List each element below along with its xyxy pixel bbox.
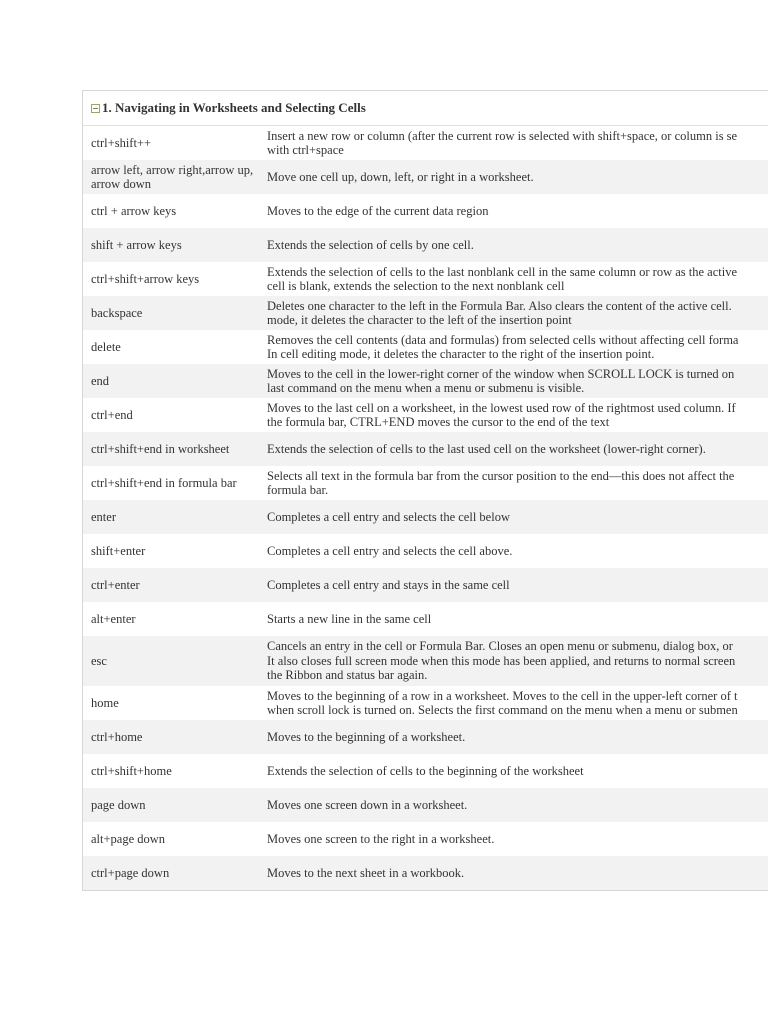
table-row <box>83 432 768 466</box>
shortcut-key: enter <box>91 509 116 524</box>
shortcut-description: Removes the cell contents (data and formulas) from selected cells without affecting cell forma In cell editing mode, it deletes the character to the right of the insertion point. <box>267 332 739 361</box>
shortcut-description: Cancels an entry in the cell or Formula Bar. Closes an open menu or submenu, dialog box, or It also closes full screen mode when this mode has been applied, and returns to normal screen the Ribbon and status bar again. <box>267 639 736 683</box>
shortcut-description: Extends the selection of cells to the last used cell on the worksheet (lower-right corner). <box>267 441 706 456</box>
shortcut-description: Moves to the edge of the current data region <box>267 203 489 218</box>
shortcut-key: shift + arrow keys <box>91 237 182 252</box>
shortcut-key: ctrl+shift+end in formula bar <box>91 475 237 490</box>
table-row <box>83 228 768 262</box>
section-header[interactable] <box>83 91 768 126</box>
shortcut-key: arrow left, arrow right,arrow up, arrow down <box>91 162 254 191</box>
shortcut-key: ctrl+end <box>91 407 133 422</box>
shortcut-key: ctrl+home <box>91 729 143 744</box>
shortcut-key: page down <box>91 797 146 812</box>
shortcut-key: ctrl+shift++ <box>91 135 152 150</box>
shortcut-description: Deletes one character to the left in the Formula Bar. Also clears the content of the active cell. mode, it deletes the character to the left of the insertion point <box>267 298 732 327</box>
table-row <box>83 296 768 330</box>
shortcut-description: Extends the selection of cells to the last nonblank cell in the same column or row as the active cell is blank, extends the selection to the next nonblank cell <box>267 264 738 293</box>
shortcut-description: Moves to the beginning of a row in a worksheet. Moves to the cell in the upper-left corner of t when scroll lock is turned on. Selects the first command on the menu when a menu or submen <box>267 688 738 717</box>
shortcut-key: ctrl + arrow keys <box>91 203 177 218</box>
table-row <box>83 822 768 856</box>
shortcut-description: Selects all text in the formula bar from the cursor position to the end—this does not affect the formula bar. <box>267 468 735 497</box>
table-row <box>83 720 768 754</box>
shortcut-description: Completes a cell entry and selects the cell above. <box>267 543 513 558</box>
shortcut-description: Moves to the next sheet in a workbook. <box>267 865 465 880</box>
table-row <box>83 788 768 822</box>
table-row <box>83 330 768 364</box>
table-row <box>83 466 768 500</box>
shortcut-key: backspace <box>91 305 143 320</box>
shortcut-key: ctrl+shift+end in worksheet <box>91 441 230 456</box>
shortcut-description: Insert a new row or column (after the current row is selected with shift+space, or column is se with ctrl+space <box>267 128 738 157</box>
shortcut-key: home <box>91 695 119 710</box>
table-row <box>83 262 768 296</box>
table-row <box>83 568 768 602</box>
table-row <box>83 534 768 568</box>
table-row <box>83 754 768 788</box>
table-row <box>83 364 768 398</box>
table-row <box>83 500 768 534</box>
table-row <box>83 398 768 432</box>
shortcut-table <box>82 90 768 891</box>
shortcut-key: delete <box>91 339 121 354</box>
section-title: 1. Navigating in Worksheets and Selecting Cells <box>102 100 366 115</box>
shortcut-key: esc <box>91 653 107 668</box>
shortcut-description: Completes a cell entry and selects the cell below <box>267 509 510 524</box>
shortcut-description: Moves to the cell in the lower-right corner of the window when SCROLL LOCK is turned on last command on the menu when a menu or submenu is visible. <box>267 366 735 395</box>
shortcut-description: Starts a new line in the same cell <box>267 611 432 626</box>
table-row <box>83 160 768 194</box>
shortcut-description: Extends the selection of cells to the beginning of the worksheet <box>267 763 584 778</box>
shortcut-key: ctrl+enter <box>91 577 140 592</box>
shortcut-description: Moves to the beginning of a worksheet. <box>267 729 466 744</box>
shortcut-description: Moves to the last cell on a worksheet, in the lowest used row of the rightmost used column. If the formula bar, CTRL+END moves the cursor to the end of the text <box>267 400 736 429</box>
shortcut-key: ctrl+shift+arrow keys <box>91 271 200 286</box>
shortcut-key: alt+enter <box>91 611 136 626</box>
shortcut-key: end <box>91 373 110 388</box>
shortcut-key: alt+page down <box>91 831 166 846</box>
shortcut-description: Move one cell up, down, left, or right in a worksheet. <box>267 169 534 184</box>
collapse-minus-icon[interactable] <box>91 104 100 113</box>
shortcut-description: Moves one screen down in a worksheet. <box>267 797 468 812</box>
shortcut-key: ctrl+shift+home <box>91 763 172 778</box>
table-row <box>83 636 768 686</box>
shortcut-rows <box>83 126 768 890</box>
table-row <box>83 856 768 890</box>
shortcut-description: Completes a cell entry and stays in the same cell <box>267 577 510 592</box>
shortcut-description: Moves one screen to the right in a worksheet. <box>267 831 495 846</box>
table-row <box>83 194 768 228</box>
shortcut-key: shift+enter <box>91 543 146 558</box>
table-row <box>83 602 768 636</box>
table-row <box>83 126 768 160</box>
shortcut-key: ctrl+page down <box>91 865 170 880</box>
table-row <box>83 686 768 720</box>
shortcut-description: Extends the selection of cells by one cell. <box>267 237 474 252</box>
